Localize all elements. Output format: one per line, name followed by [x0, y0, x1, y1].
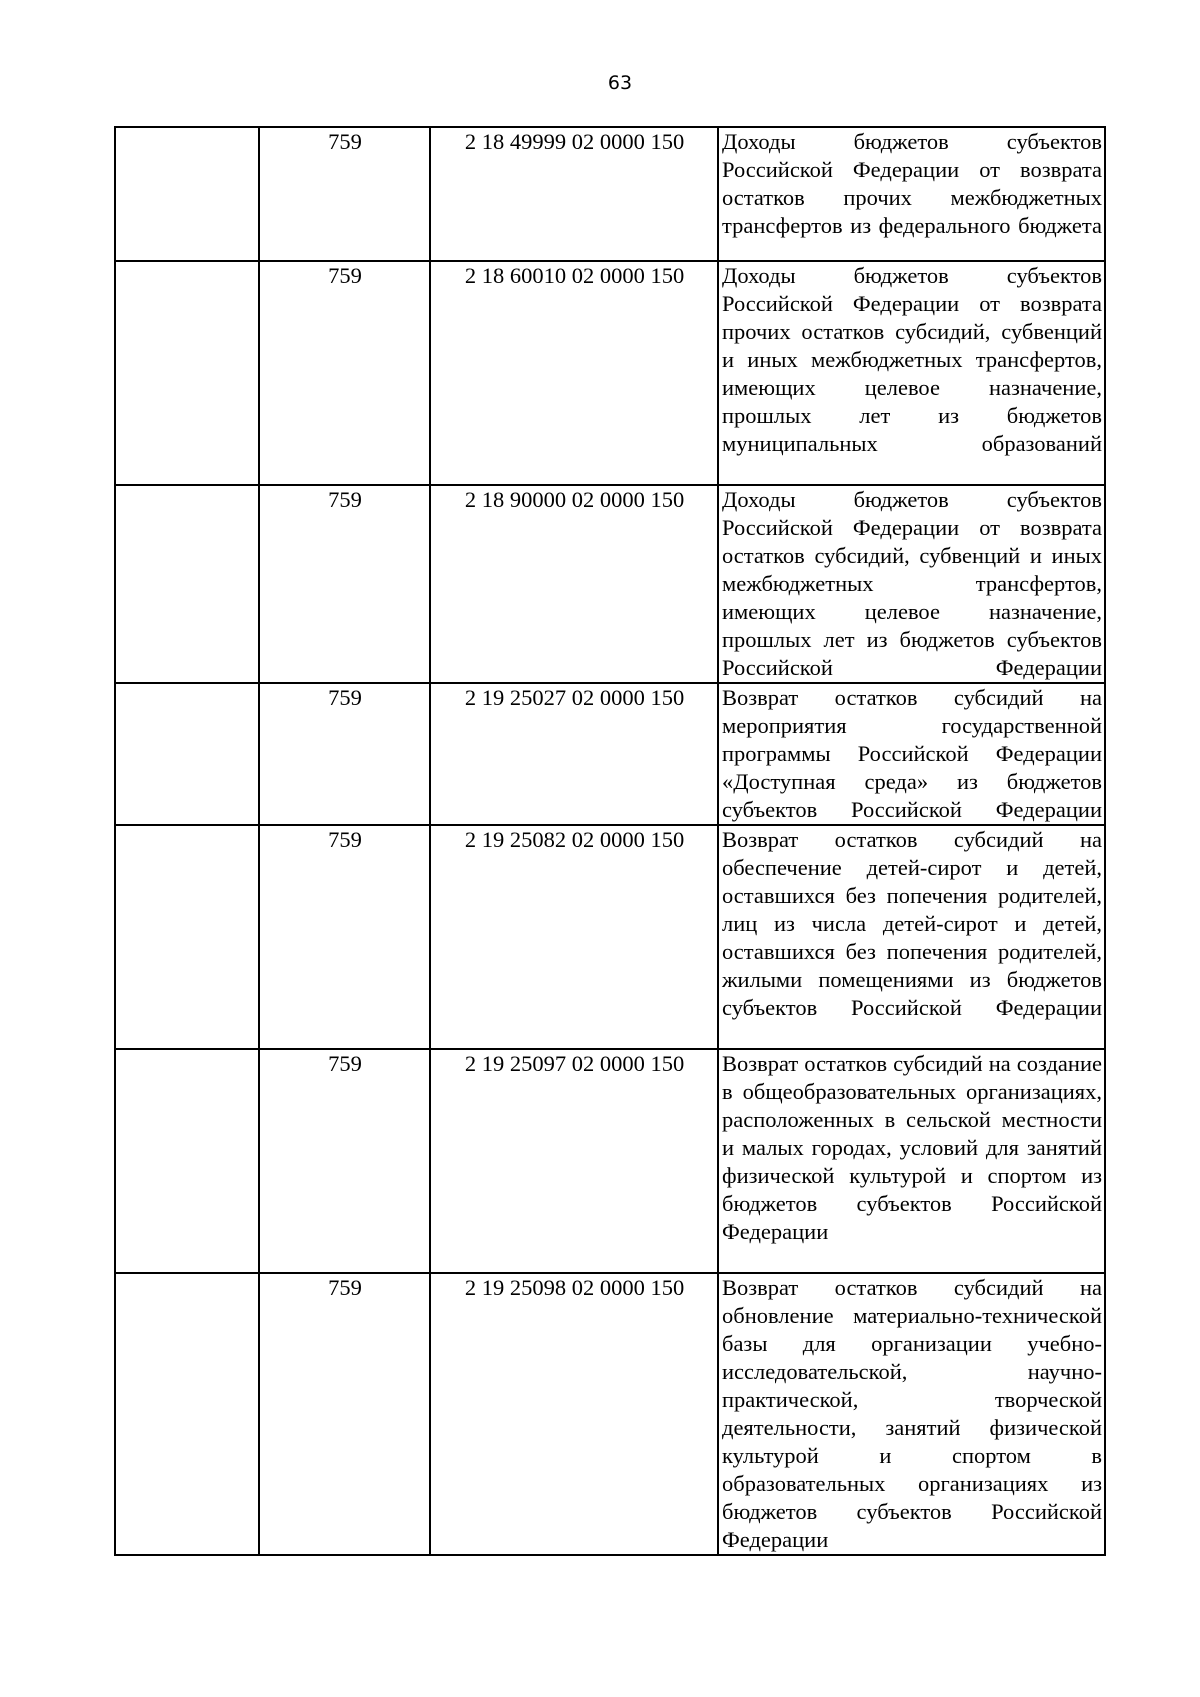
table-row [115, 683, 1105, 825]
description-cell: Возврат остатков субсидий на создание в общеобразовательных организациях, расположенных в сельской местности и малых городах, условий для занятий физической культурой и спортом из бюджетов субъектов Российской Федерации [718, 1049, 1105, 1273]
admin-code-cell: 759 [259, 1273, 430, 1555]
description-cell: Доходы бюджетов субъектов Российской Федерации от возврата остатков субсидий, субвенций и иных межбюджетных трансфертов, имеющих целевое назначение, прошлых лет из бюджетов субъектов Российской Федерации [718, 485, 1105, 683]
budget-code-cell: 2 18 49999 02 0000 150 [430, 127, 718, 261]
table-row [115, 1049, 1105, 1273]
budget-code-cell: 2 19 25082 02 0000 150 [430, 825, 718, 1049]
admin-code-cell: 759 [259, 825, 430, 1049]
description-cell: Возврат остатков субсидий на обновление материально-технической базы для организации учебно-исследовательской, научно-практической, творческой деятельности, занятий физической культурой и спортом в образовательных организациях из бюджетов субъектов Российской Федерации [718, 1273, 1105, 1555]
table-row [115, 825, 1105, 1049]
table-row [115, 261, 1105, 485]
table-row [115, 1273, 1105, 1555]
budget-code-cell: 2 19 25098 02 0000 150 [430, 1273, 718, 1555]
description-cell: Возврат остатков субсидий на мероприятия государственной программы Российской Федерации «Доступная среда» из бюджетов субъектов Российской Федерации [718, 683, 1105, 825]
table-row [115, 485, 1105, 683]
description-cell: Доходы бюджетов субъектов Российской Федерации от возврата прочих остатков субсидий, субвенций и иных межбюджетных трансфертов, имеющих целевое назначение, прошлых лет из бюджетов муниципальных образований [718, 261, 1105, 485]
page-number: 63 [607, 72, 633, 94]
admin-code-cell: 759 [259, 485, 430, 683]
empty-cell [115, 683, 259, 825]
empty-cell [115, 1049, 259, 1273]
empty-cell [115, 1273, 259, 1555]
admin-code-cell: 759 [259, 1049, 430, 1273]
budget-code-cell: 2 19 25027 02 0000 150 [430, 683, 718, 825]
admin-code-cell: 759 [259, 683, 430, 825]
admin-code-cell: 759 [259, 261, 430, 485]
description-cell: Возврат остатков субсидий на обеспечение детей-сирот и детей, оставшихся без попечения родителей, лиц из числа детей-сирот и детей, оставшихся без попечения родителей, жилыми помещениями из бюджетов субъектов Российской Федерации [718, 825, 1105, 1049]
table-row [115, 127, 1105, 261]
budget-code-cell: 2 18 60010 02 0000 150 [430, 261, 718, 485]
empty-cell [115, 127, 259, 261]
budget-revenue-table [114, 126, 1106, 1556]
empty-cell [115, 825, 259, 1049]
empty-cell [115, 261, 259, 485]
budget-code-cell: 2 19 25097 02 0000 150 [430, 1049, 718, 1273]
description-cell: Доходы бюджетов субъектов Российской Федерации от возврата остатков прочих межбюджетных трансфертов из федерального бюджета [718, 127, 1105, 261]
admin-code-cell: 759 [259, 127, 430, 261]
budget-code-cell: 2 18 90000 02 0000 150 [430, 485, 718, 683]
empty-cell [115, 485, 259, 683]
